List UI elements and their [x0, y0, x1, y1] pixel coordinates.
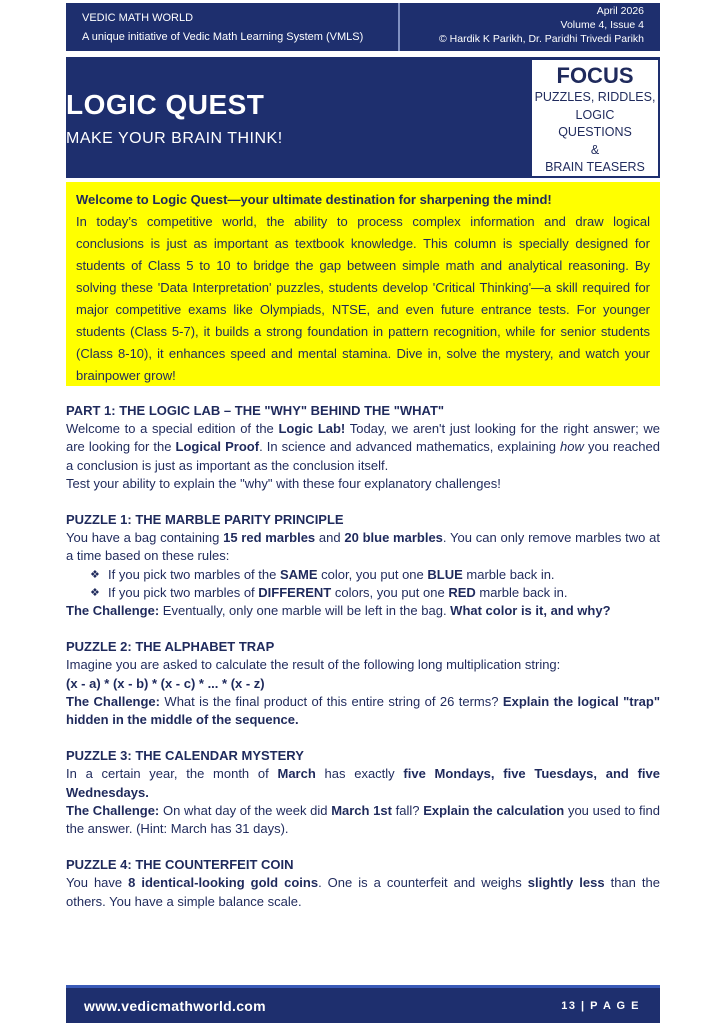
puzzle2-expression: (x - a) * (x - b) * (x - c) * ... * (x - z)	[66, 675, 265, 691]
puzzle2-heading: PUZZLE 2: THE ALPHABET TRAP	[66, 639, 275, 655]
list-item: ❖ If you pick two marbles of the SAME color, you put one BLUE marble back in.	[90, 566, 660, 584]
puzzle1-challenge: The Challenge: Eventually, only one marble will be left in the bag. What color is it, and why?	[66, 603, 611, 619]
page-subtitle: MAKE YOUR BRAIN THINK!	[66, 130, 283, 147]
part1-heading: PART 1: THE LOGIC LAB – THE "WHY" BEHIND THE "WHAT"	[66, 403, 445, 418]
puzzle2-challenge: The Challenge: What is the final product of this entire string of 26 terms? Explain the logical "trap" hidden in the middle of the sequence.	[66, 693, 660, 728]
intro-box	[66, 182, 660, 386]
page-number: 13 | P A G E	[561, 999, 640, 1012]
puzzle1-setup: You have a bag containing 15 red marbles and 20 blue marbles. You can only remove marbles two at a time based on these rules:	[66, 530, 660, 564]
part1-section	[66, 402, 660, 493]
part1-prompt: Test your ability to explain the "why" with these four explanatory challenges!	[66, 475, 501, 491]
focus-box	[531, 59, 659, 177]
intro-heading: Welcome to Logic Quest—your ultimate destination for sharpening the mind!	[76, 192, 552, 207]
intro-body: In today’s competitive world, the ability to process complex information and draw logical conclusions is just as important as textbook knowledge. This column is specially designed for students of Class 5 to 10 to bridge the gap between simple math and analytical reasoning. By solving these 'Data Interpretation' puzzles, students develop 'Critical Thinking'—a skill required for major competitive exams like Olympiads, NTSE, and even future entrance tests. For younger students (Class 5-7), it builds a strong foundation in pattern recognition, while for senior students (Class 8-10), it enhances speed and mental stamina. Dive in, solve the mystery, and watch your brainpower grow!	[76, 214, 650, 383]
puzzle1-rules	[66, 566, 660, 602]
puzzle3-setup: In a certain year, the month of March has exactly five Mondays, five Tuesdays, and five Wednesdays.	[66, 766, 660, 800]
article-content	[66, 402, 660, 929]
header-bar	[66, 3, 660, 51]
authors-copyright: © Hardik K Parikh, Dr. Paridhi Trivedi Parikh	[439, 33, 644, 45]
puzzle2-setup: Imagine you are asked to calculate the result of the following long multiplication string:	[66, 657, 561, 673]
brand-tagline: A unique initiative of Vedic Math Learning System (VMLS)	[82, 31, 364, 43]
header-left	[66, 3, 400, 51]
page-footer	[66, 985, 660, 1023]
puzzle1-heading: PUZZLE 1: THE MARBLE PARITY PRINCIPLE	[66, 512, 344, 528]
part1-paragraph: Welcome to a special edition of the Logic Lab! Today, we aren't just looking for the right answer; we are looking for the Logical Proof. In science and advanced mathematics, explaining how you reached a conclusion is just as important as the conclusion itself.	[66, 421, 660, 473]
focus-line: &	[590, 142, 600, 157]
puzzle2-section	[66, 638, 660, 729]
puzzle1-section	[66, 511, 660, 620]
page-title: LOGIC QUEST	[66, 89, 265, 120]
issue-date: April 2026	[596, 5, 644, 17]
focus-title: FOCUS	[556, 63, 634, 88]
issue-volume: Volume 4, Issue 4	[560, 19, 644, 31]
puzzle3-challenge: The Challenge: On what day of the week did March 1st fall? Explain the calculation you used to find the answer. (Hint: March has 31 days).	[66, 802, 660, 837]
focus-line: QUESTIONS	[558, 125, 632, 139]
puzzle4-heading: PUZZLE 4: THE COUNTERFEIT COIN	[66, 857, 294, 873]
puzzle3-heading: PUZZLE 3: THE CALENDAR MYSTERY	[66, 748, 304, 764]
brand-name: VEDIC MATH WORLD	[82, 12, 194, 24]
focus-line: LOGIC	[575, 107, 615, 122]
puzzle4-setup: You have 8 identical-looking gold coins. One is a counterfeit and weighs slightly less than the others. You have a simple balance scale.	[66, 875, 660, 909]
diamond-bullet-icon: ❖	[90, 568, 100, 581]
website-link[interactable]: www.vedicmathworld.com	[84, 997, 266, 1014]
focus-line: PUZZLES, RIDDLES,	[534, 90, 656, 104]
header-right	[400, 3, 660, 51]
list-item: ❖ If you pick two marbles of DIFFERENT colors, you put one RED marble back in.	[90, 584, 660, 602]
puzzle4-section	[66, 856, 660, 911]
puzzle3-section	[66, 747, 660, 838]
focus-line: BRAIN TEASERS	[545, 160, 645, 174]
diamond-bullet-icon: ❖	[90, 586, 100, 599]
